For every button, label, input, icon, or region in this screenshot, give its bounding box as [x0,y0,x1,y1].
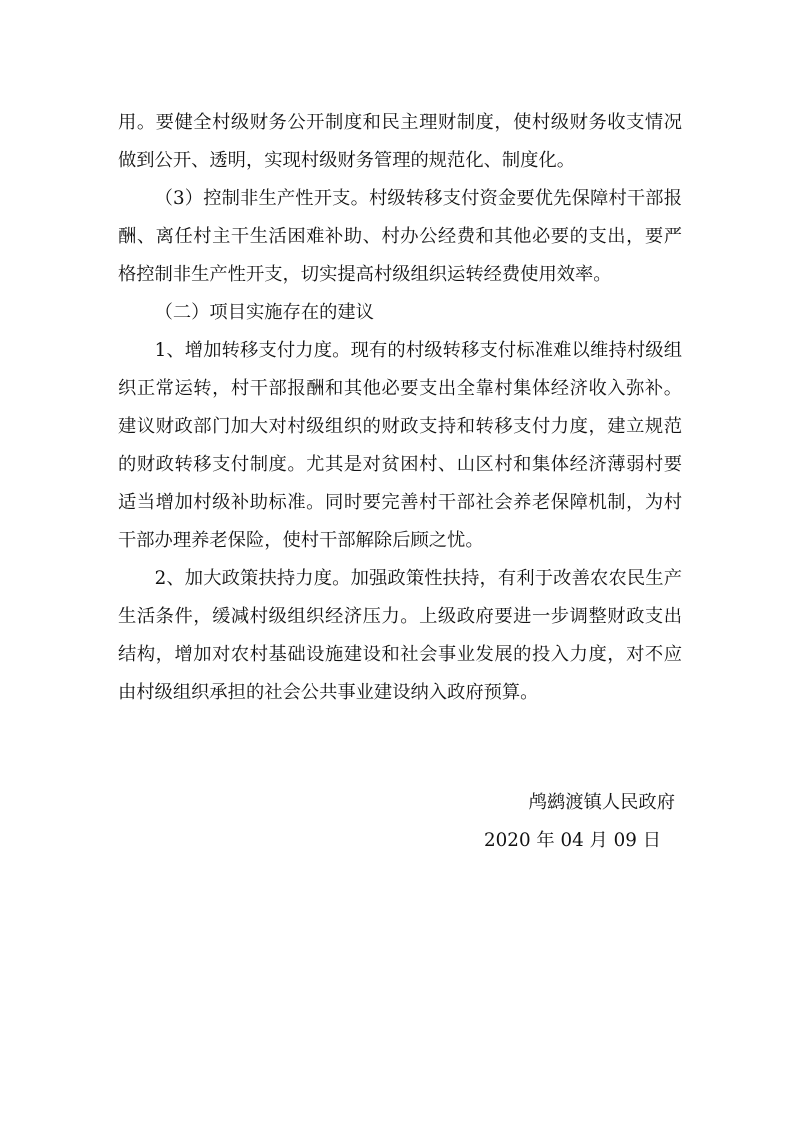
signature-date: 2020 年 04 月 09 日 [484,830,661,851]
section-heading-suggestions: （二）项目实施存在的建议 [154,302,374,323]
paragraph-continuation: 用。要健全村级财务公开制度和民主理财制度，使村级财务收支情况做到公开、透明，实现村级财务管理的规范化、制度化。 [118,112,682,171]
document-body [118,104,682,712]
paragraph-transfer-payment: 1、增加转移支付力度。现有的村级转移支付标准难以维持村级组织正常运转，村干部报酬和其他必要支出全靠村集体经济收入弥补。建议财政部门加大对村级组织的财政支持和转移支付力度，建立规范的财政转移支付制度。尤其是对贫困村、山区村和集体经济薄弱村要适当增加村级补助标准。同时要完善村干部社会养老保障机制，为村干部办理养老保险，使村干部解除后顾之忧。 [118,340,682,551]
signature-block [375,784,675,860]
signature-organization: 鸬鹚渡镇人民政府 [528,792,675,813]
paragraph-control-expenses: （3）控制非生产性开支。村级转移支付资金要优先保障村干部报酬、离任村主干生活困难补助、村办公经费和其他必要的支出，要严格控制非生产性开支，切实提高村级组织运转经费使用效率。 [118,188,682,285]
paragraph-policy-support: 2、加大政策扶持力度。加强政策性扶持，有利于改善农农民生产生活条件，缓减村级组织经济压力。上级政府要进一步调整财政支出结构，增加对农村基础设施建设和社会事业发展的投入力度，对不应由村级组织承担的社会公共事业建设纳入政府预算。 [118,568,682,703]
